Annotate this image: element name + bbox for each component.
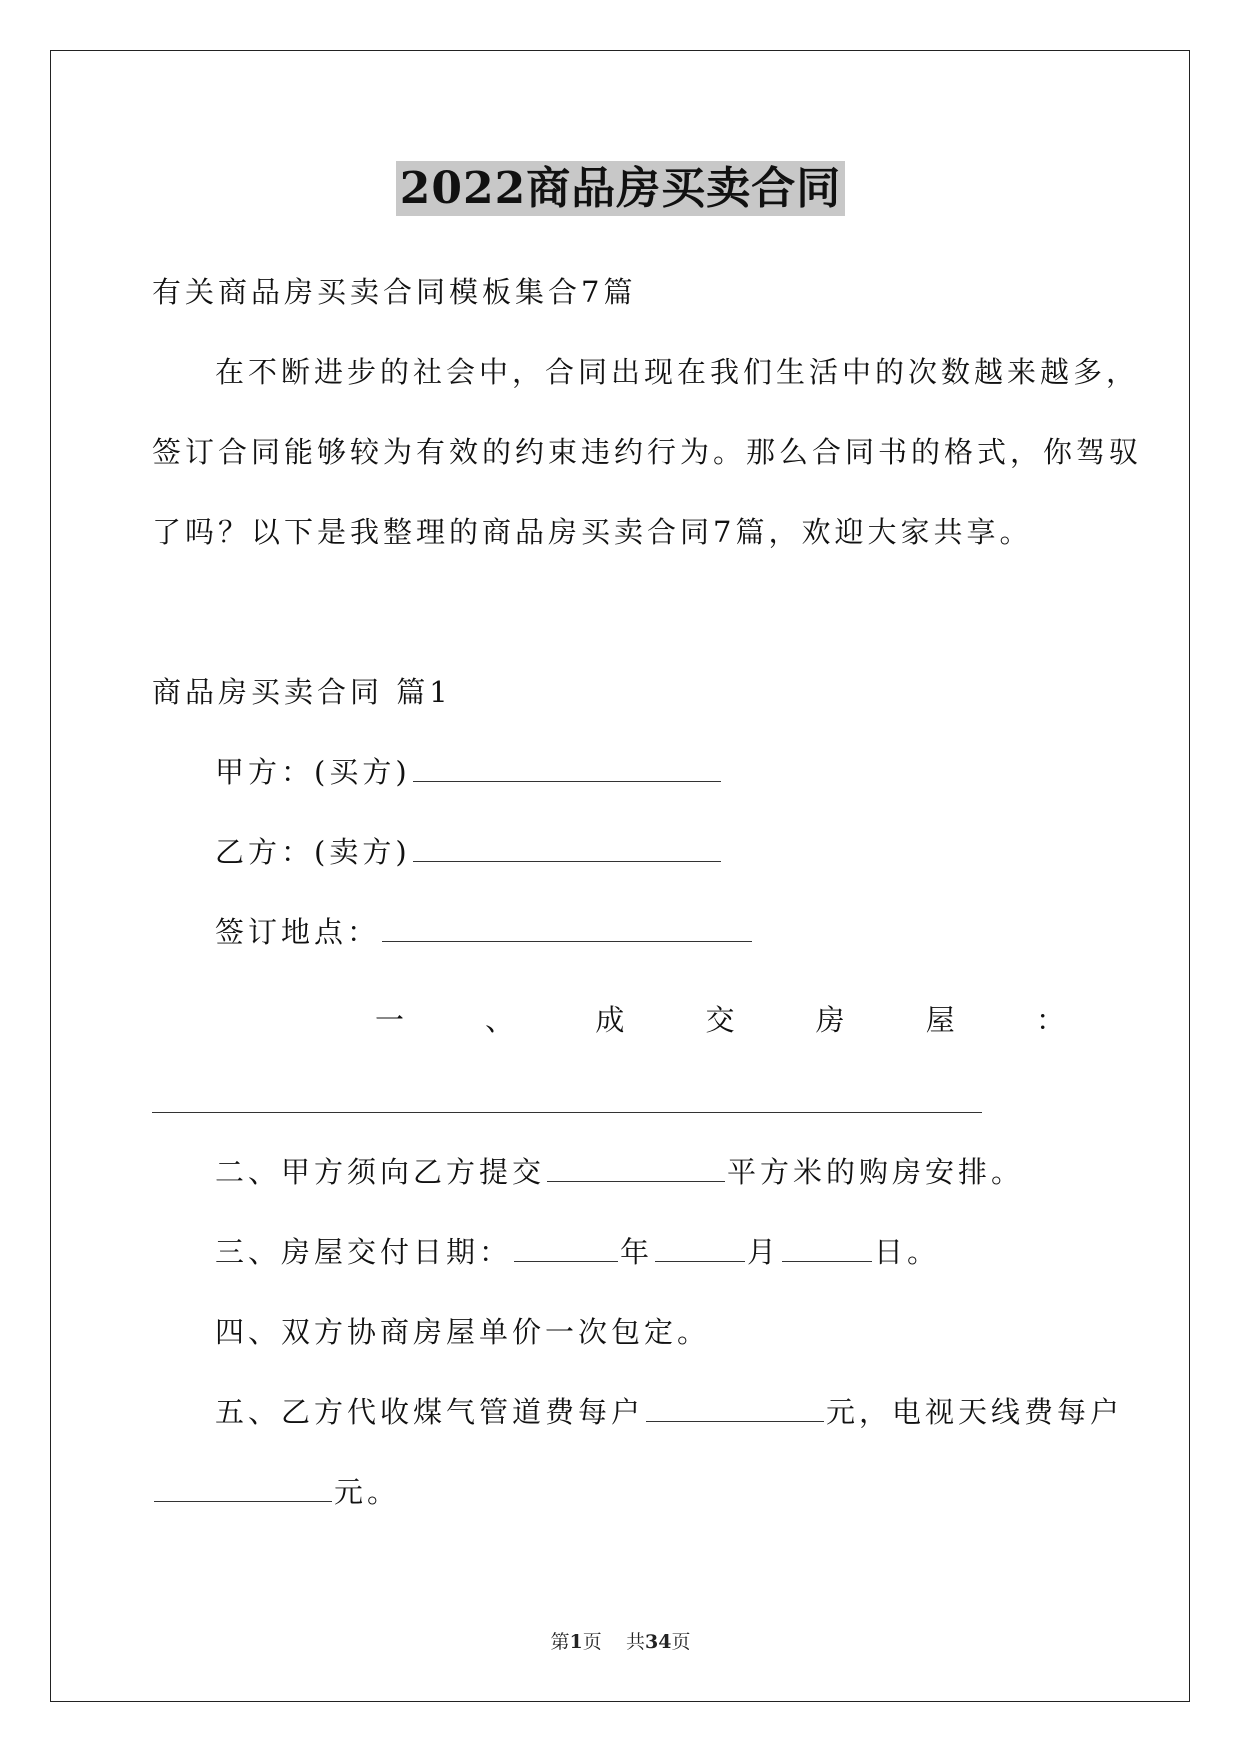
clause-1-char: 屋 — [925, 1003, 955, 1037]
clause-2 — [215, 1152, 1024, 1192]
subtitle: 有关商品房买卖合同模板集合7篇 — [152, 275, 637, 309]
clause-3-pre: 三、房屋交付日期： — [215, 1235, 513, 1269]
sign-place-line — [215, 912, 754, 952]
tv-fee-blank — [154, 1475, 332, 1502]
clause-5-pre: 五、乙方代收煤气管道费每户 — [215, 1395, 645, 1429]
intro-line-1: 在不断进步的社会中，合同出现在我们生活中的次数越来越多， — [215, 355, 1140, 389]
year-blank — [514, 1235, 618, 1262]
intro-line-3: 了吗？以下是我整理的商品房买卖合同7篇，欢迎大家共享。 — [152, 515, 1033, 549]
sign-place-blank — [382, 915, 752, 942]
party-a-label: 甲方：(买方) — [215, 755, 411, 789]
document-title — [0, 152, 1241, 216]
clause-2-blank — [547, 1155, 725, 1182]
footer-ye2: 页 — [671, 1631, 691, 1653]
clause-1-char: ： — [1035, 1003, 1065, 1037]
clause-5-mid: 元，电视天线费每户 — [826, 1395, 1124, 1429]
clause-3 — [215, 1232, 940, 1272]
party-b-blank — [413, 835, 721, 862]
clause-5 — [215, 1392, 1123, 1432]
clause-1-char: 成 — [595, 1003, 625, 1037]
section-heading: 商品房买卖合同 篇1 — [152, 675, 452, 709]
clause-1-char: 房 — [815, 1003, 845, 1037]
clause-2-pre: 二、甲方须向乙方提交 — [215, 1155, 546, 1189]
day-blank — [782, 1235, 872, 1262]
day-label: 日。 — [874, 1235, 941, 1269]
clause-1-char: 、 — [485, 1003, 515, 1037]
gas-fee-blank — [646, 1395, 824, 1422]
footer-ye: 页 — [582, 1631, 602, 1653]
party-a-line — [215, 752, 723, 792]
total-pages: 34 — [644, 1631, 672, 1653]
party-a-blank — [413, 755, 721, 782]
clause-2-post: 平方米的购房安排。 — [727, 1155, 1025, 1189]
sign-place-label: 签订地点： — [215, 915, 381, 949]
document-title-text: 2022商品房买卖合同 — [396, 161, 845, 216]
page-footer — [0, 1627, 1241, 1654]
month-label: 月 — [747, 1235, 781, 1269]
clause-5-cont — [152, 1472, 400, 1512]
month-blank — [655, 1235, 745, 1262]
page-number: 1 — [569, 1631, 583, 1653]
year-label: 年 — [620, 1235, 654, 1269]
party-b-label: 乙方：(卖方) — [215, 835, 411, 869]
clause-5-end: 元。 — [334, 1475, 401, 1509]
clause-1 — [375, 1000, 1065, 1040]
clause-4: 四、双方协商房屋单价一次包定。 — [215, 1315, 711, 1349]
clause-1-char: 一 — [375, 1003, 405, 1037]
footer-gong: 共 — [625, 1631, 645, 1653]
party-b-line — [215, 832, 723, 872]
intro-line-2: 签订合同能够较为有效的约束违约行为。那么合同书的格式，你驾驭 — [152, 435, 1143, 469]
clause-1-char: 交 — [705, 1003, 735, 1037]
clause-1-blank — [152, 1112, 982, 1113]
footer-di: 第 — [550, 1631, 570, 1653]
